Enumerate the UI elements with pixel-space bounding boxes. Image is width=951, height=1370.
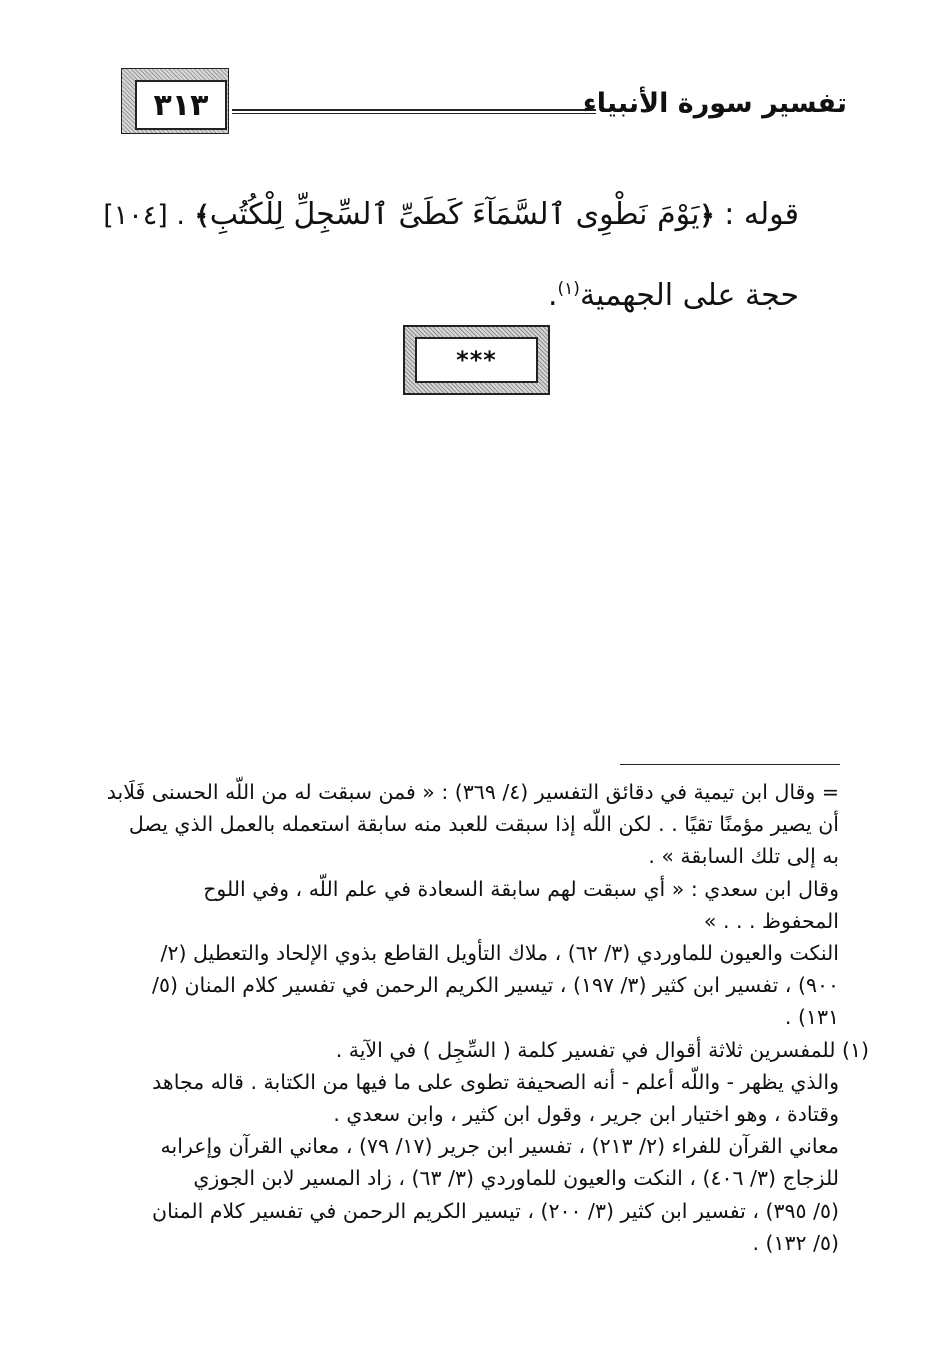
body-paragraph [548,267,799,318]
verse-reference: . [١٠٤] [103,200,185,231]
verse-intro: قوله : [724,197,799,232]
footnote-line: ١٣١) . [784,1005,839,1030]
verse-line [99,193,799,238]
footnote-line: (٥/ ١٣٢) . [752,1230,839,1255]
running-head: تفسير سورة الأنبياء [582,88,847,119]
footnote-line: به إلى تلك السابقة » . [648,844,839,869]
body-text-end: . [547,278,558,313]
footnote-line: المحفوظ . . . » [703,908,839,933]
footnote-line: والذي يظهر - واللّه أعلم - أنه الصحيفة تطوى على ما فيها من الكتابة . قاله مجاهد [152,1069,839,1094]
footnotes [104,776,869,1259]
footnote-line: وقتادة ، وهو اختيار ابن جرير ، وقول ابن كثير ، وابن سعدي . [333,1102,839,1127]
footnote-line: أن يصير مؤمنًا تقيًا . . لكن اللّه إذا سبقت للعبد منه سابقة استعمله بالعمل الذي يصل [128,812,839,837]
footnote-line: = وقال ابن تيمية في دقائق التفسير (٤/ ٣٦٩) : « فمن سبقت له من اللّه الحسنى فَلَابد [106,780,839,804]
footnote-line: وقال ابن سعدي : « أي سبقت لهم سابقة السعادة في علم اللّه ، وفي اللوح [203,876,839,901]
page-number-frame [121,68,229,134]
separator-frame [403,325,550,395]
separator-stars: *** [415,337,538,383]
footnote-line: للزجاج (٣/ ٤٠٦) ، النكت والعيون للماوردي (٣/ ٦٣) ، زاد المسير لابن الجوزي [193,1166,839,1191]
verse-text: يَوْمَ نَطْوِى ٱلسَّمَآءَ كَطَىِّ ٱلسِّجِلِّ لِلْكُتُبِ [209,197,700,232]
footnote-continuation [104,776,839,1034]
footnote-1 [104,1034,869,1259]
page-number: ٣١٣ [135,80,227,130]
verse-open-bracket: ﴿ [699,201,715,231]
footnote-line: النكت والعيون للماوردي (٣/ ٦٢) ، ملاك التأويل القاطع بذوي الإلحاد والتعطيل (٢/ [160,941,839,966]
footnote-line: ٩٠٠) ، تفسير ابن كثير (٣/ ١٩٧) ، تيسير الكريم الرحمن في تفسير كلام المنان (٥/ [152,973,839,998]
body-text: حجة على الجهمية [579,278,799,313]
footnote-line: معاني القرآن للفراء (٢/ ٢١٣) ، تفسير ابن جرير (١٧/ ٧٩) ، معاني القرآن وإعرابه [160,1134,839,1159]
footnote-line: (٥/ ٣٩٥) ، تفسير ابن كثير (٣/ ٢٠٠) ، تيسير الكريم الرحمن في تفسير كلام المنان [152,1198,839,1223]
footnote-rule [620,764,840,765]
header-rule [232,109,596,114]
footnote-marker: (١) [557,279,580,299]
footnote-line: (١) للمفسرين ثلاثة أقوال في تفسير كلمة ( السِّجِل ) في الآية . [335,1037,869,1062]
verse-close-bracket: ﴾ [194,201,210,231]
